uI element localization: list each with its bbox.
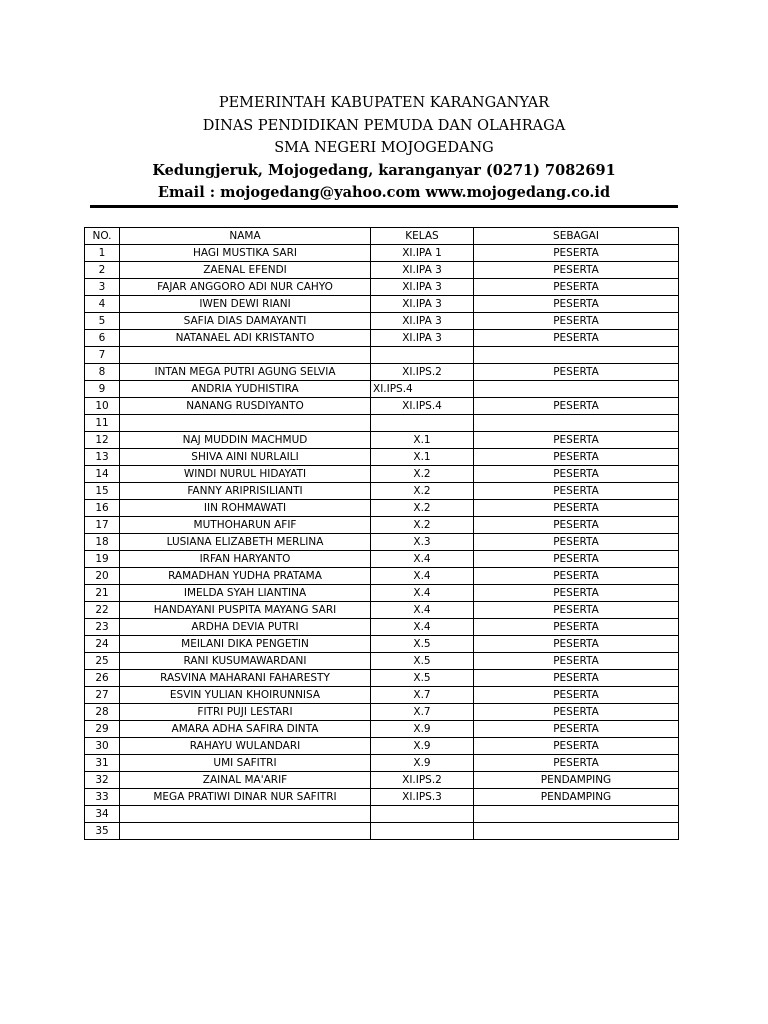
table-row <box>85 755 679 772</box>
cell-kelas: X.5 <box>371 653 474 670</box>
cell-nama: LUSIANA ELIZABETH MERLINA <box>120 534 371 551</box>
letterhead-government: PEMERINTAH KABUPATEN KARANGANYAR <box>218 95 550 111</box>
cell-kelas: X.1 <box>371 449 474 466</box>
letterhead-divider <box>90 205 678 208</box>
cell-sebagai <box>474 823 679 840</box>
cell-no: 17 <box>85 517 120 534</box>
table-row <box>85 245 679 262</box>
cell-kelas: XI.IPA 3 <box>371 313 474 330</box>
cell-kelas: XI.IPA 3 <box>371 262 474 279</box>
table-row <box>85 313 679 330</box>
cell-nama: AMARA ADHA SAFIRA DINTA <box>120 721 371 738</box>
cell-kelas: XI.IPS.2 <box>371 364 474 381</box>
cell-nama: HAGI MUSTIKA SARI <box>120 245 371 262</box>
cell-sebagai: PENDAMPING <box>474 772 679 789</box>
cell-nama: UMI SAFITRI <box>120 755 371 772</box>
cell-no: 13 <box>85 449 120 466</box>
cell-kelas: X.7 <box>371 687 474 704</box>
cell-no: 16 <box>85 500 120 517</box>
cell-no: 18 <box>85 534 120 551</box>
cell-no: 25 <box>85 653 120 670</box>
cell-nama: RASVINA MAHARANI FAHARESTY <box>120 670 371 687</box>
cell-no: 29 <box>85 721 120 738</box>
cell-kelas: XI.IPA 1 <box>371 245 474 262</box>
cell-nama: RANI KUSUMAWARDANI <box>120 653 371 670</box>
cell-kelas <box>371 806 474 823</box>
cell-kelas: X.4 <box>371 619 474 636</box>
cell-sebagai: PESERTA <box>474 279 679 296</box>
table-row <box>85 534 679 551</box>
cell-kelas: X.4 <box>371 568 474 585</box>
cell-nama: IMELDA SYAH LIANTINA <box>120 585 371 602</box>
cell-no: 6 <box>85 330 120 347</box>
cell-nama: ARDHA DEVIA PUTRI <box>120 619 371 636</box>
cell-kelas: X.2 <box>371 500 474 517</box>
cell-nama: MEGA PRATIWI DINAR NUR SAFITRI <box>120 789 371 806</box>
table-row <box>85 364 679 381</box>
cell-nama: IWEN DEWI RIANI <box>120 296 371 313</box>
cell-no: 20 <box>85 568 120 585</box>
cell-no: 4 <box>85 296 120 313</box>
table-header-row <box>85 228 679 245</box>
cell-sebagai: PESERTA <box>474 466 679 483</box>
cell-sebagai: PESERTA <box>474 534 679 551</box>
cell-sebagai: PESERTA <box>474 755 679 772</box>
cell-kelas: X.2 <box>371 483 474 500</box>
cell-no: 9 <box>85 381 120 398</box>
cell-nama <box>120 806 371 823</box>
cell-nama: WINDI NURUL HIDAYATI <box>120 466 371 483</box>
cell-no: 23 <box>85 619 120 636</box>
cell-kelas: X.2 <box>371 466 474 483</box>
cell-nama: MEILANI DIKA PENGETIN <box>120 636 371 653</box>
cell-sebagai: PESERTA <box>474 483 679 500</box>
cell-kelas: X.2 <box>371 517 474 534</box>
table-row <box>85 551 679 568</box>
cell-sebagai <box>474 381 679 398</box>
cell-nama: RAMADHAN YUDHA PRATAMA <box>120 568 371 585</box>
cell-nama <box>120 347 371 364</box>
cell-sebagai: PESERTA <box>474 449 679 466</box>
table-row <box>85 721 679 738</box>
cell-kelas: XI.IPS.4 <box>371 381 474 398</box>
cell-no: 35 <box>85 823 120 840</box>
cell-sebagai: PESERTA <box>474 568 679 585</box>
table-row <box>85 449 679 466</box>
cell-no: 28 <box>85 704 120 721</box>
cell-sebagai: PESERTA <box>474 296 679 313</box>
cell-sebagai: PESERTA <box>474 364 679 381</box>
cell-kelas <box>371 415 474 432</box>
cell-nama: ZAENAL EFENDI <box>120 262 371 279</box>
cell-sebagai: PESERTA <box>474 313 679 330</box>
cell-sebagai: PESERTA <box>474 670 679 687</box>
cell-sebagai: PESERTA <box>474 432 679 449</box>
letterhead <box>0 92 768 205</box>
cell-kelas <box>371 823 474 840</box>
cell-kelas: X.1 <box>371 432 474 449</box>
table-row <box>85 398 679 415</box>
participant-table <box>84 227 679 840</box>
table-row <box>85 432 679 449</box>
cell-kelas: XI.IPA 3 <box>371 279 474 296</box>
cell-no: 24 <box>85 636 120 653</box>
cell-no: 32 <box>85 772 120 789</box>
letterhead-school-name: SMA NEGERI MOJOGEDANG <box>274 140 494 157</box>
cell-nama: SHIVA AINI NURLAILI <box>120 449 371 466</box>
cell-kelas: X.4 <box>371 602 474 619</box>
cell-kelas: XI.IPS.3 <box>371 789 474 806</box>
cell-nama: IRFAN HARYANTO <box>120 551 371 568</box>
cell-sebagai: PESERTA <box>474 721 679 738</box>
cell-kelas: X.9 <box>371 755 474 772</box>
table-row <box>85 670 679 687</box>
cell-kelas: X.9 <box>371 738 474 755</box>
cell-kelas: X.9 <box>371 721 474 738</box>
cell-nama: NAJ MUDDIN MACHMUD <box>120 432 371 449</box>
cell-no: 7 <box>85 347 120 364</box>
cell-nama: ZAINAL MA'ARIF <box>120 772 371 789</box>
cell-nama: INTAN MEGA PUTRI AGUNG SELVIA <box>120 364 371 381</box>
cell-no: 31 <box>85 755 120 772</box>
table-row <box>85 687 679 704</box>
cell-no: 27 <box>85 687 120 704</box>
cell-sebagai <box>474 806 679 823</box>
cell-no: 8 <box>85 364 120 381</box>
cell-no: 11 <box>85 415 120 432</box>
table-row <box>85 296 679 313</box>
table-row <box>85 602 679 619</box>
table-row <box>85 415 679 432</box>
table-row <box>85 517 679 534</box>
cell-no: 12 <box>85 432 120 449</box>
letterhead-department: DINAS PENDIDIKAN PEMUDA DAN OLAHRAGA <box>202 117 566 134</box>
table-row <box>85 772 679 789</box>
table-row <box>85 636 679 653</box>
cell-nama: NATANAEL ADI KRISTANTO <box>120 330 371 347</box>
letterhead-contact: Email : mojogedang@yahoo.com www.mojogedang.co.id <box>157 184 611 202</box>
cell-nama: RAHAYU WULANDARI <box>120 738 371 755</box>
table-row <box>85 262 679 279</box>
cell-kelas: XI.IPA 3 <box>371 296 474 313</box>
cell-nama <box>120 415 371 432</box>
table-row <box>85 585 679 602</box>
cell-kelas: X.4 <box>371 551 474 568</box>
cell-sebagai <box>474 415 679 432</box>
cell-nama: ANDRIA YUDHISTIRA <box>120 381 371 398</box>
cell-no: 2 <box>85 262 120 279</box>
cell-no: 10 <box>85 398 120 415</box>
cell-sebagai: PESERTA <box>474 245 679 262</box>
cell-nama: MUTHOHARUN AFIF <box>120 517 371 534</box>
cell-kelas: XI.IPA 3 <box>371 330 474 347</box>
table-row <box>85 381 679 398</box>
cell-nama: NANANG RUSDIYANTO <box>120 398 371 415</box>
cell-no: 21 <box>85 585 120 602</box>
header-nama: NAMA <box>120 228 371 245</box>
cell-sebagai: PESERTA <box>474 262 679 279</box>
table-row <box>85 789 679 806</box>
table-row <box>85 466 679 483</box>
cell-nama: IIN ROHMAWATI <box>120 500 371 517</box>
cell-no: 26 <box>85 670 120 687</box>
cell-no: 15 <box>85 483 120 500</box>
cell-kelas: XI.IPS.2 <box>371 772 474 789</box>
header-no: NO. <box>85 228 120 245</box>
table-row <box>85 704 679 721</box>
cell-kelas: X.3 <box>371 534 474 551</box>
table-row <box>85 330 679 347</box>
table-row <box>85 279 679 296</box>
cell-nama: FAJAR ANGGORO ADI NUR CAHYO <box>120 279 371 296</box>
cell-sebagai: PESERTA <box>474 585 679 602</box>
cell-nama: ESVIN YULIAN KHOIRUNNISA <box>120 687 371 704</box>
header-sebagai: SEBAGAI <box>474 228 679 245</box>
cell-sebagai: PESERTA <box>474 619 679 636</box>
letterhead-address: Kedungjeruk, Mojogedang, karanganyar (0271) 7082691 <box>152 161 616 179</box>
table-row <box>85 738 679 755</box>
table-row <box>85 500 679 517</box>
cell-kelas: XI.IPS.4 <box>371 398 474 415</box>
table-row <box>85 568 679 585</box>
cell-no: 1 <box>85 245 120 262</box>
table-row <box>85 653 679 670</box>
cell-sebagai: PESERTA <box>474 551 679 568</box>
cell-kelas: X.7 <box>371 704 474 721</box>
cell-no: 22 <box>85 602 120 619</box>
cell-no: 34 <box>85 806 120 823</box>
table-row <box>85 347 679 364</box>
cell-no: 14 <box>85 466 120 483</box>
cell-no: 33 <box>85 789 120 806</box>
cell-sebagai: PESERTA <box>474 636 679 653</box>
cell-sebagai: PESERTA <box>474 704 679 721</box>
cell-sebagai: PESERTA <box>474 517 679 534</box>
table-row <box>85 823 679 840</box>
table-row <box>85 619 679 636</box>
cell-no: 3 <box>85 279 120 296</box>
cell-sebagai: PESERTA <box>474 738 679 755</box>
cell-nama: SAFIA DIAS DAMAYANTI <box>120 313 371 330</box>
cell-no: 5 <box>85 313 120 330</box>
cell-sebagai: PESERTA <box>474 602 679 619</box>
cell-kelas: X.5 <box>371 636 474 653</box>
table-row <box>85 806 679 823</box>
cell-sebagai: PESERTA <box>474 330 679 347</box>
cell-sebagai <box>474 347 679 364</box>
cell-nama: FANNY ARIPRISILIANTI <box>120 483 371 500</box>
cell-kelas: X.4 <box>371 585 474 602</box>
cell-nama: HANDAYANI PUSPITA MAYANG SARI <box>120 602 371 619</box>
cell-sebagai: PESERTA <box>474 687 679 704</box>
cell-sebagai: PESERTA <box>474 653 679 670</box>
cell-sebagai: PESERTA <box>474 500 679 517</box>
cell-no: 19 <box>85 551 120 568</box>
cell-kelas <box>371 347 474 364</box>
cell-no: 30 <box>85 738 120 755</box>
cell-nama <box>120 823 371 840</box>
table-row <box>85 483 679 500</box>
cell-sebagai: PENDAMPING <box>474 789 679 806</box>
header-kelas: KELAS <box>371 228 474 245</box>
cell-nama: FITRI PUJI LESTARI <box>120 704 371 721</box>
cell-sebagai: PESERTA <box>474 398 679 415</box>
table-body <box>85 245 679 840</box>
cell-kelas: X.5 <box>371 670 474 687</box>
